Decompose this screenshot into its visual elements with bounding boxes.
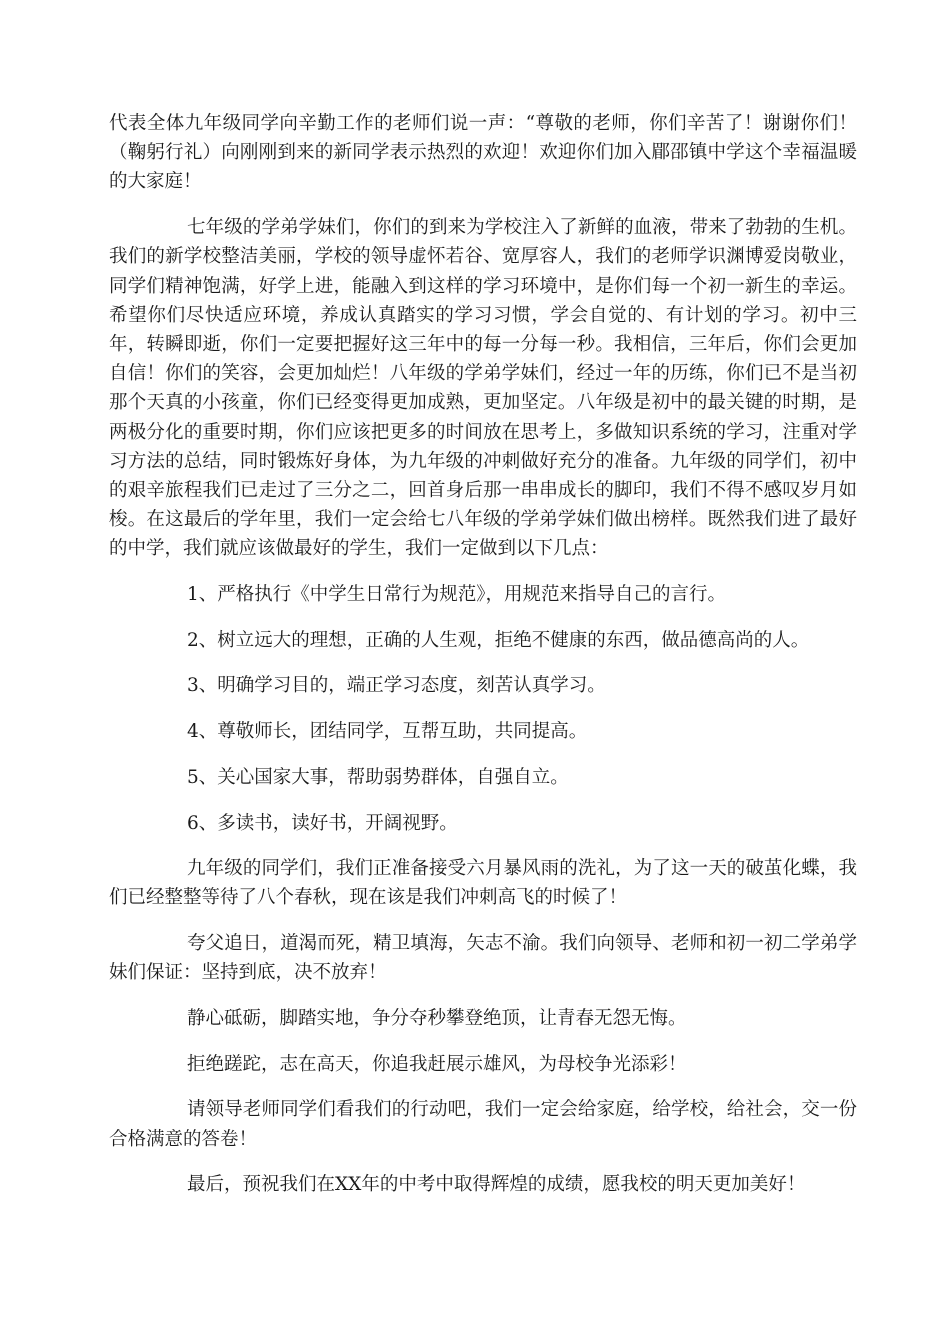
paragraph: 七年级的学弟学妹们，你们的到来为学校注入了新鲜的血液，带来了勃勃的生机。我们的新学校整洁美丽，学校的领导虚怀若谷、宽厚容人，我们的老师学识渊博爱岗敬业，同学们精神饱满，好学上进，能融入到这样的学习环境中，是你们每一个初一新生的幸运。希望你们尽快适应环境，养成认真踏实的学习习惯，学会自觉的、有计划的学习。初中三年，转瞬即逝，你们一定要把握好这三年中的每一分每一秒。我相信，三年后，你们会更加自信！你们的笑容，会更加灿烂！八年级的学弟学妹们，经过一年的历练，你们已不是当初那个天真的小孩童，你们已经变得更加成熟，更加坚定。八年级是初中的最关键的时期，是两极分化的重要时期，你们应该把更多的时间放在思考上，多做知识系统的学习，注重对学习方法的总结，同时锻炼好身体，为九年级的冲刺做好充分的准备。九年级的同学们，初中的艰辛旅程我们已走过了三分之二，回首身后那一串串成长的脚印，我们不得不感叹岁月如梭。在这最后的学年里，我们一定会给七八年级的学弟学妹们做出榜样。既然我们进了最好的中学，我们就应该做最好的学生，我们一定做到以下几点： [109,217,857,560]
paragraph: 拒绝蹉跎，志在高天，你追我赶展示雄风，为母校争光添彩！ [187,1053,687,1075]
list-item: 1、严格执行《中学生日常行为规范》，用规范来指导自己的言行。 [187,584,727,606]
paragraph: 最后，预祝我们在XX年的中考中取得辉煌的成绩，愿我校的明天更加美好！ [187,1174,806,1196]
list-item: 3、明确学习目的，端正学习态度，刻苦认真学习。 [187,675,606,697]
list-item: 6、多读书，读好书，开阔视野。 [187,812,458,834]
list-item: 2、树立远大的理想，正确的人生观，拒绝不健康的东西，做品德高尚的人。 [187,629,810,651]
list-item: 4、尊敬师长，团结同学，互帮互助，共同提高。 [187,721,588,743]
paragraph: 静心砥砺，脚踏实地，争分夺秒攀登绝顶，让青春无怨无悔。 [187,1008,687,1030]
list-item: 5、关心国家大事，帮助弱势群体，自强自立。 [187,766,569,788]
paragraph: 夸父追日，道渴而死，精卫填海，矢志不渝。我们向领导、老师和初一初二学弟学妹们保证：坚持到底，决不放弃！ [109,933,857,984]
paragraph: 代表全体九年级同学向辛勤工作的老师们说一声：“尊敬的老师，你们辛苦了！谢谢你们！（鞠躬行礼）向刚刚到来的新同学表示热烈的欢迎！欢迎你们加入郿邵镇中学这个幸福温暖的大家庭！ [109,113,857,193]
document-body [109,109,857,1216]
paragraph: 九年级的同学们，我们正准备接受六月暴风雨的洗礼，为了这一天的破茧化蝶，我们已经整整等待了八个春秋，现在该是我们冲刺高飞的时候了！ [109,858,857,909]
paragraph: 请领导老师同学们看我们的行动吧，我们一定会给家庭，给学校，给社会，交一份合格满意的答卷！ [109,1099,857,1150]
